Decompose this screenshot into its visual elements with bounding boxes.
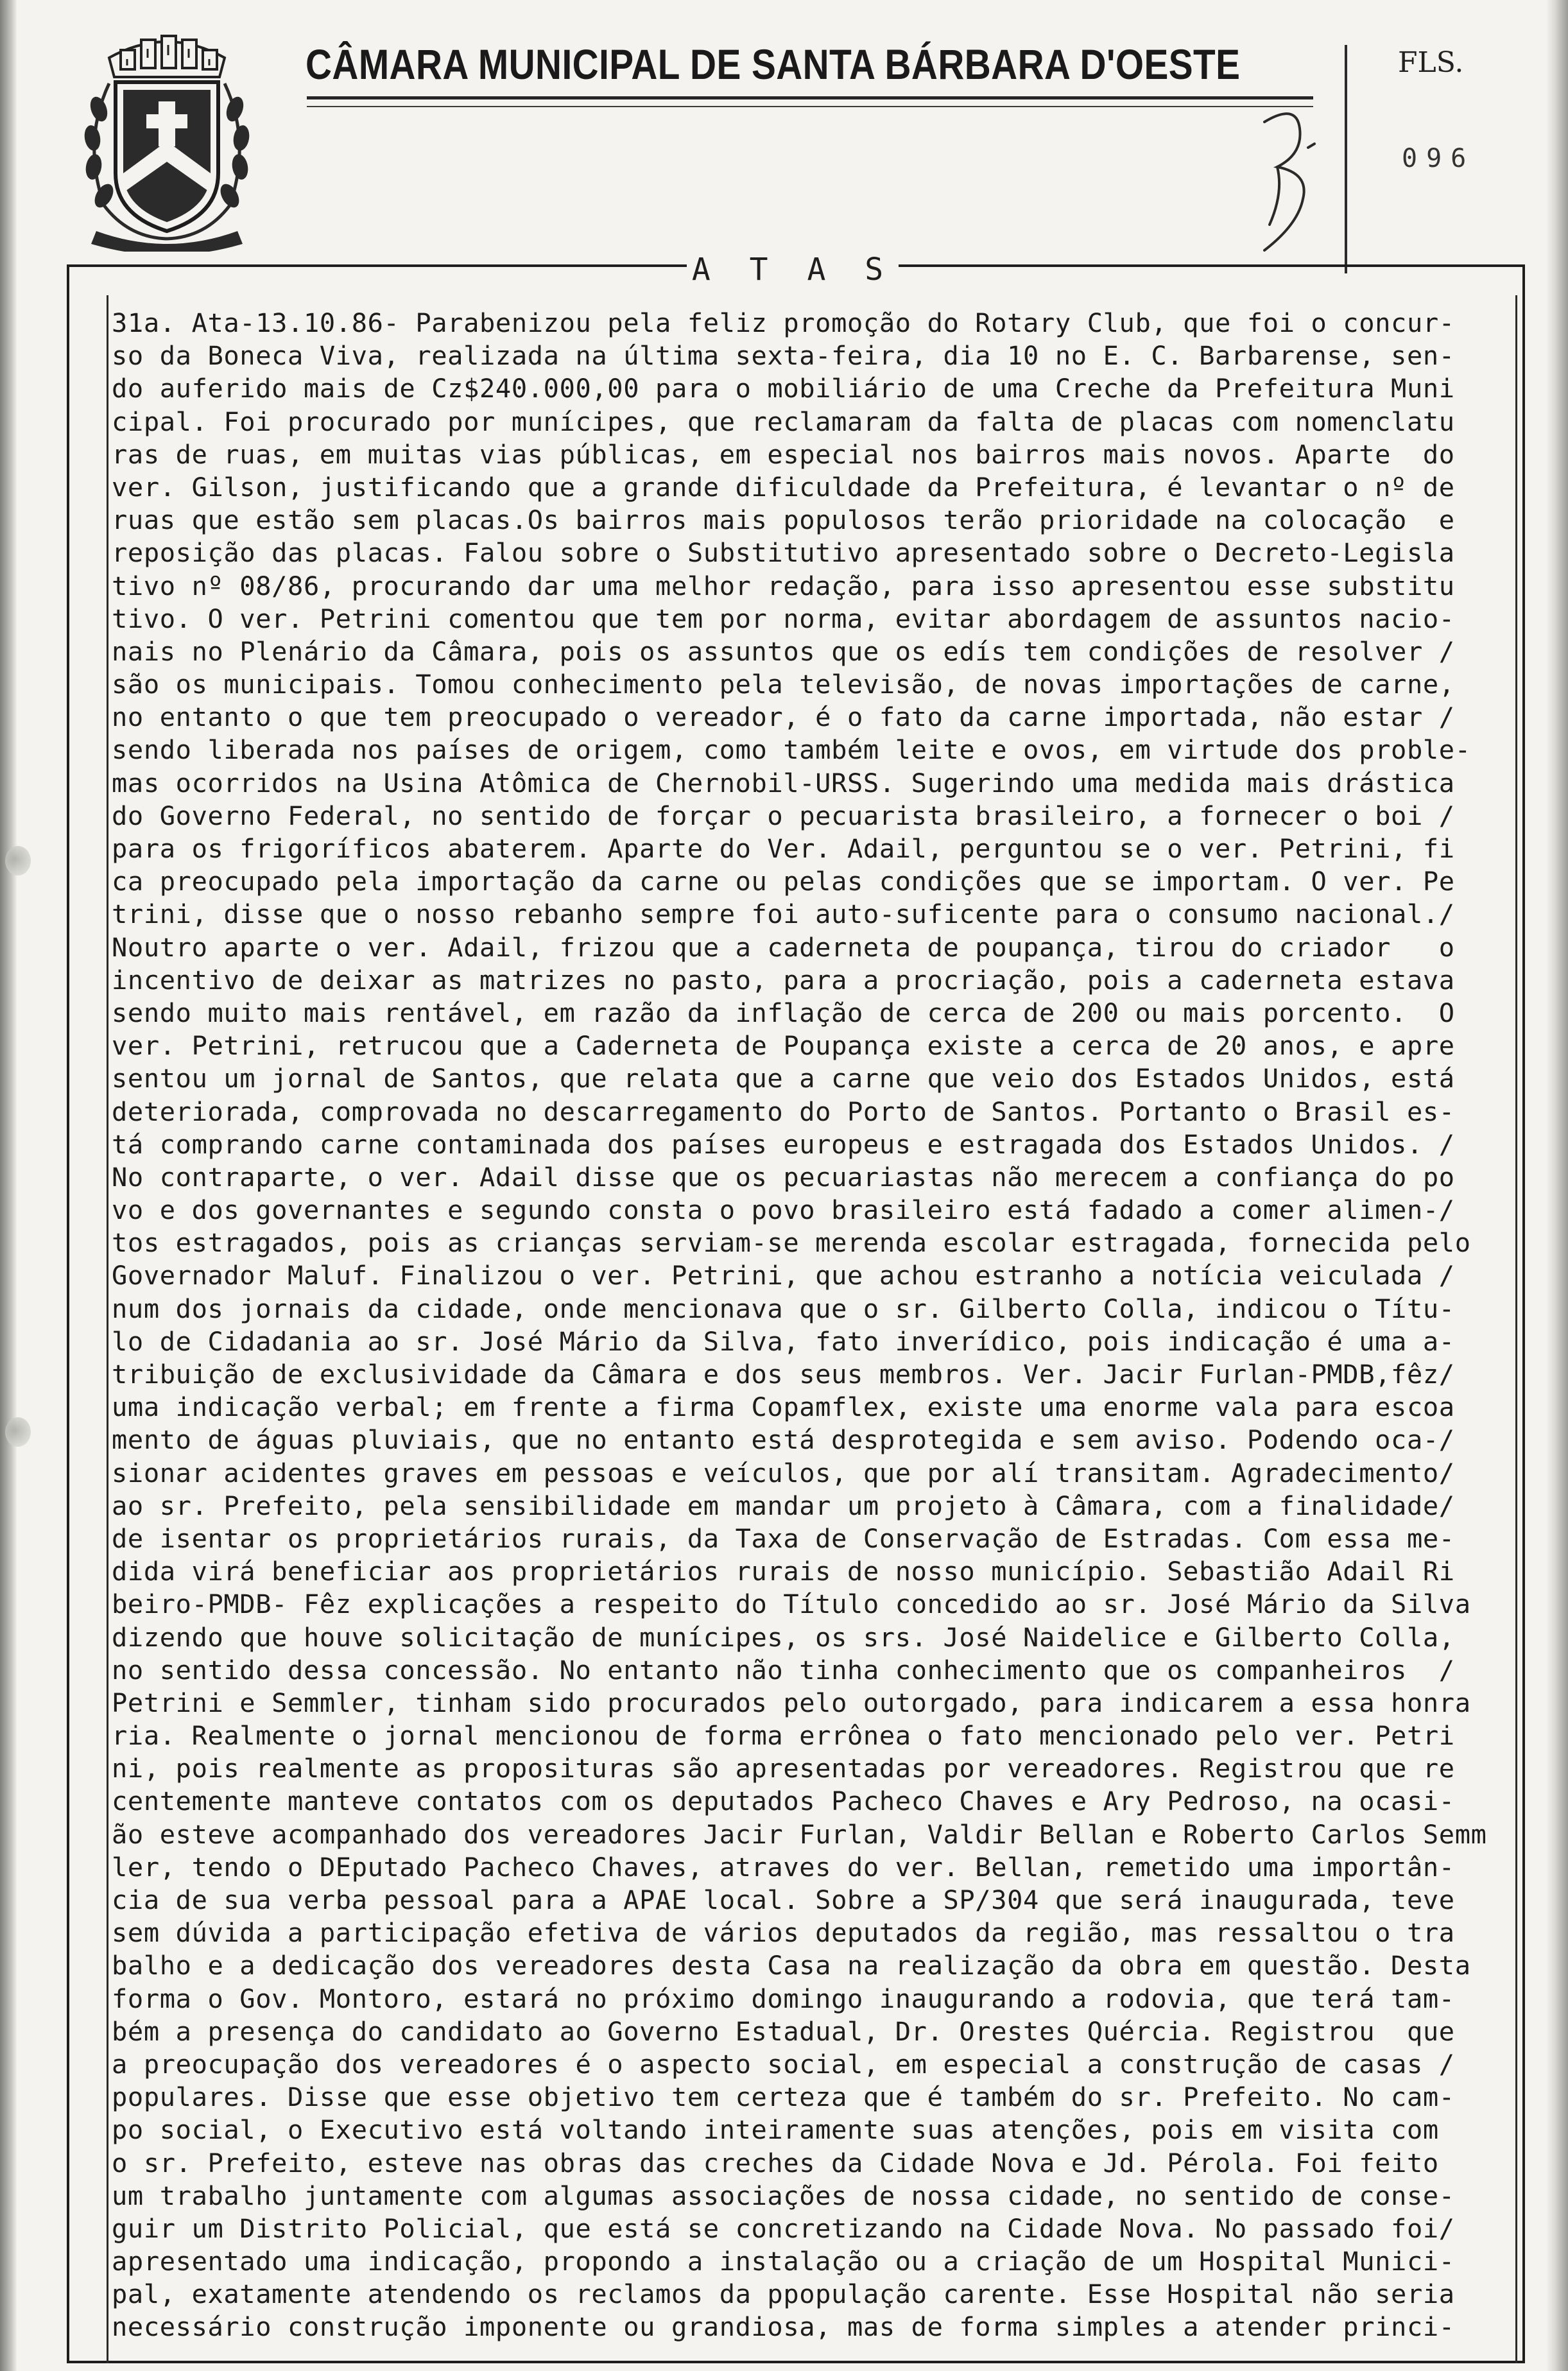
chamber-title: CÂMARA MUNICIPAL DE SANTA BÁRBARA D'OESTE <box>306 40 1241 88</box>
minutes-line: guir um Distrito Policial, que está se concretizando na Cidade Nova. No passado foi/ <box>112 2212 1455 2244</box>
minutes-line: forma o Gov. Montoro, estará no próximo domingo inaugurando a rodovia, que terá tam- <box>112 1983 1455 2014</box>
minutes-line: necessário construção imponente ou grandiosa, mas de forma simples a atender princi- <box>112 2311 1455 2343</box>
minutes-line: No contraparte, o ver. Adail disse que os pecuariastas não merecem a confiança do po <box>112 1161 1455 1193</box>
minutes-line: ria. Realmente o jornal mencionou de forma errônea o fato mencionado pelo ver. Petri <box>112 1720 1455 1752</box>
folio-number: 096 <box>1402 144 1476 173</box>
minutes-line: uma indicação verbal; em frente a firma Copamflex, existe uma enorme vala para escoa <box>112 1392 1455 1423</box>
minutes-line: o sr. Prefeito, esteve nas obras das creches da Cidade Nova e Jd. Pérola. Foi feito <box>112 2147 1439 2178</box>
folio-label: FLS. <box>1398 46 1464 79</box>
punch-hole <box>5 1417 31 1447</box>
minutes-line: tos estragados, pois as crianças serviam-se merenda escolar estragada, fornecida pelo <box>112 1227 1471 1259</box>
header-divider <box>1345 45 1347 273</box>
minutes-line: ao sr. Prefeito, pela sensibilidade em mandar um projeto à Câmara, com a finalidade/ <box>112 1490 1455 1521</box>
minutes-line: mas ocorridos na Usina Atômica de Chernobil-URSS. Sugerindo uma medida mais drástica <box>112 767 1455 798</box>
minutes-line: no entanto o que tem preocupado o vereador, é o fato da carne importada, não estar / <box>112 702 1455 733</box>
header-rule-thin <box>307 106 1313 107</box>
minutes-line: num dos jornais da cidade, onde mencionava que o sr. Gilberto Colla, indicou o Títu- <box>112 1293 1455 1324</box>
minutes-line: po social, o Executivo está voltando inteiramente suas atenções, pois em visita com <box>112 2114 1439 2146</box>
minutes-line: de isentar os proprietários rurais, da Taxa de Conservação de Estradas. Com essa me- <box>112 1522 1455 1554</box>
section-title: A T A S <box>687 252 899 288</box>
minutes-line: sendo muito mais rentável, em razão da inflação de cerca de 200 ou mais porcento. O <box>112 997 1455 1028</box>
minutes-line: sentou um jornal de Santos, que relata que a carne que veio dos Estados Unidos, está <box>112 1063 1455 1094</box>
minutes-line: um trabalho juntamente com algumas associações de nossa cidade, no sentido de conse- <box>112 2180 1455 2211</box>
minutes-line: bém a presença do candidato ao Governo Estadual, Dr. Orestes Quércia. Registrou que <box>112 2015 1455 2047</box>
minutes-line: incentivo de deixar as matrizes no pasto, para a procriação, pois a caderneta estava <box>112 964 1455 996</box>
minutes-line: no sentido dessa concessão. No entanto não tinha conhecimento que os companheiros / <box>112 1654 1455 1686</box>
minutes-line: tivo nº 08/86, procurando dar uma melhor redação, para isso apresentou esse substitu <box>112 570 1455 601</box>
minutes-line: mento de águas pluviais, que no entanto está desprotegida e sem aviso. Podendo oca-/ <box>112 1424 1455 1456</box>
municipal-coat-of-arms-icon <box>71 13 263 252</box>
binding-edge <box>0 0 17 2371</box>
minutes-line: ruas que estão sem placas.Os bairros mais populosos terão prioridade na colocação e <box>112 504 1455 536</box>
minutes-line: dida virá beneficiar aos proprietários rurais de nosso município. Sebastião Adail Ri <box>112 1556 1455 1587</box>
minutes-line: ver. Gilson, justificando que a grande dificuldade da Prefeitura, é levantar o nº de <box>112 471 1455 503</box>
minutes-line: apresentado uma indicação, propondo a instalação ou a criação de um Hospital Munici- <box>112 2246 1455 2277</box>
header-rule <box>307 96 1313 99</box>
minutes-line: ver. Petrini, retrucou que a Caderneta de Poupança existe a cerca de 20 anos, e apre <box>112 1030 1455 1062</box>
minutes-line: ão esteve acompanhado dos vereadores Jacir Furlan, Valdir Bellan e Roberto Carlos Semm <box>112 1818 1487 1850</box>
minutes-line: a preocupação dos vereadores é o aspecto social, em especial a construção de casas / <box>112 2048 1455 2080</box>
minutes-line: ca preocupado pela importação da carne ou pelas condições que se importam. O ver. Pe <box>112 866 1455 897</box>
handwritten-signature <box>1239 96 1329 263</box>
minutes-line: ras de ruas, em muitas vias públicas, em especial nos bairros mais novos. Aparte do <box>112 438 1455 470</box>
minutes-line: do Governo Federal, no sentido de forçar o pecuarista brasileiro, a fornecer o boi / <box>112 800 1455 831</box>
minutes-line: centemente manteve contatos com os deputados Pacheco Chaves e Ary Pedroso, na ocasi- <box>112 1786 1455 1817</box>
minutes-line: deteriorada, comprovada no descarregamento do Porto de Santos. Portanto o Brasil es- <box>112 1096 1455 1127</box>
minutes-line: cia de sua verba pessoal para a APAE local. Sobre a SP/304 que será inaugurada, teve <box>112 1884 1455 1915</box>
minutes-line: beiro-PMDB- Fêz explicações a respeito do Título concedido ao sr. José Mário da Silva <box>112 1589 1471 1620</box>
minutes-line: Noutro aparte o ver. Adail, frizou que a caderneta de poupança, tirou do criador o <box>112 931 1455 963</box>
minutes-line: reposição das placas. Falou sobre o Substitutivo apresentado sobre o Decreto-Legisla <box>112 537 1455 569</box>
minutes-line: Petrini e Semmler, tinham sido procurados pelo outorgado, para indicarem a essa honra <box>112 1687 1471 1718</box>
punch-hole <box>5 846 31 875</box>
minutes-line: dizendo que houve solicitação de munícipes, os srs. José Naidelice e Gilberto Colla, <box>112 1621 1455 1653</box>
minutes-line: nais no Plenário da Câmara, pois os assuntos que os edís tem condições de resolver / <box>112 635 1455 667</box>
minutes-line: sionar acidentes graves em pessoas e veículos, que por alí transitam. Agradecimento/ <box>112 1457 1455 1488</box>
minutes-line: trini, disse que o nosso rebanho sempre foi auto-suficente para o consumo nacional./ <box>112 899 1455 930</box>
minutes-line: do auferido mais de Cz$240.000,00 para o mobiliário de uma Creche da Prefeitura Muni <box>112 373 1455 404</box>
minutes-line: ler, tendo o DEputado Pacheco Chaves, atraves do ver. Bellan, remetido uma importân- <box>112 1851 1455 1883</box>
minutes-line: so da Boneca Viva, realizada na última sexta-feira, dia 10 no E. C. Barbarense, sen- <box>112 340 1455 372</box>
minutes-line: populares. Disse que esse objetivo tem certeza que é também do sr. Prefeito. No cam- <box>112 2082 1455 2113</box>
minutes-line: lo de Cidadania ao sr. José Mário da Silva, fato inverídico, pois indicação é uma a- <box>112 1325 1455 1357</box>
minutes-line: são os municipais. Tomou conhecimento pela televisão, de novas importações de carne, <box>112 669 1455 700</box>
minutes-line: 31a. Ata-13.10.86- Parabenizou pela feliz promoção do Rotary Club, que foi o concur- <box>112 307 1455 338</box>
page-right-edge <box>1546 0 1568 2371</box>
minutes-line: Governador Maluf. Finalizou o ver. Petrini, que achou estranho a notícia veiculada / <box>112 1260 1455 1291</box>
minutes-line: sem dúvida a participação efetiva de vários deputados da região, mas ressaltou o tra <box>112 1917 1455 1949</box>
minutes-line: ni, pois realmente as proposituras são apresentadas por vereadores. Registrou que re <box>112 1753 1455 1784</box>
minutes-line: cipal. Foi procurado por munícipes, que reclamaram da falta de placas com nomenclatu <box>112 406 1455 437</box>
minutes-line: vo e dos governantes e segundo consta o povo brasileiro está fadado a comer alimen-/ <box>112 1194 1455 1226</box>
minutes-line: sendo liberada nos países de origem, como também leite e ovos, em virtude dos proble- <box>112 734 1471 766</box>
minutes-line: tribuição de exclusividade da Câmara e dos seus membros. Ver. Jacir Furlan-PMDB,fêz/ <box>112 1359 1455 1390</box>
minutes-line: balho e a dedicação dos vereadores desta Casa na realização da obra em questão. Desta <box>112 1950 1471 1981</box>
minutes-line: tá comprando carne contaminada dos países europeus e estragada dos Estados Unidos. / <box>112 1128 1455 1160</box>
minutes-line: tivo. O ver. Petrini comentou que tem por norma, evitar abordagem de assuntos nacio- <box>112 603 1455 634</box>
minutes-line: para os frigoríficos abaterem. Aparte do Ver. Adail, perguntou se o ver. Petrini, fi <box>112 833 1455 864</box>
minutes-line: pal, exatamente atendendo os reclamos da ppopulação carente. Esse Hospital não seria <box>112 2279 1455 2310</box>
minutes-text <box>112 307 1495 2344</box>
